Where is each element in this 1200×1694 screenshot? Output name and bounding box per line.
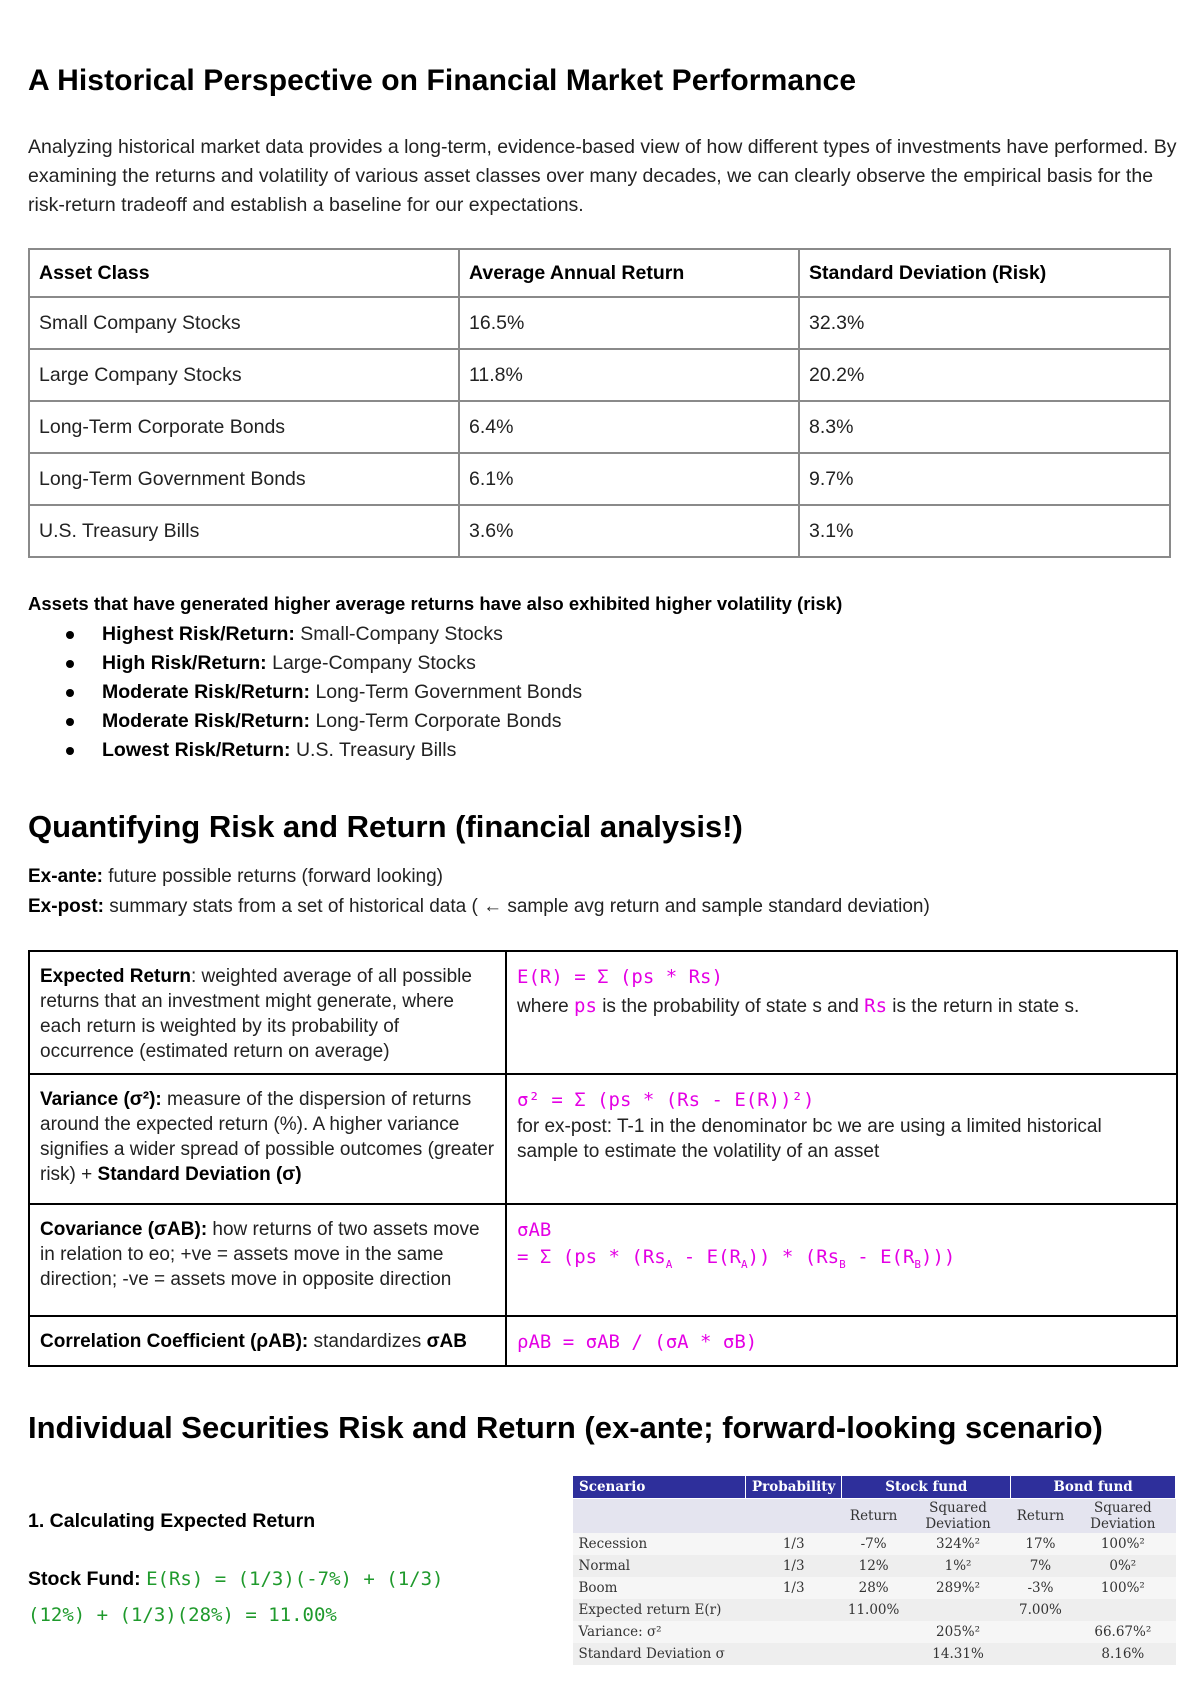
column-header: Scenario xyxy=(573,1476,746,1499)
ex-post-text: summary stats from a set of historical data ( ← sample avg return and sample standard deviation) xyxy=(104,896,930,917)
ex-ante-ex-post-definitions xyxy=(28,862,930,922)
table-row xyxy=(29,297,1170,349)
table-cell: 14.31% xyxy=(905,1643,1010,1665)
ps-symbol: ps xyxy=(574,995,597,1017)
table-cell: 32.3% xyxy=(799,297,1170,349)
correlation-definition xyxy=(29,1316,506,1366)
table-cell: Standard Deviation σ xyxy=(573,1643,842,1665)
list-item-label: Moderate Risk/Return: xyxy=(102,681,311,703)
table-cell: 66.67%² xyxy=(1070,1621,1175,1643)
rs-symbol: Rs xyxy=(864,995,888,1017)
list-item-label: High Risk/Return: xyxy=(102,652,267,674)
formula-part: )) * (Rs xyxy=(747,1246,840,1268)
table-cell: 28% xyxy=(842,1577,905,1599)
scenario-table xyxy=(572,1475,1176,1665)
list-item-label: Lowest Risk/Return: xyxy=(102,739,291,761)
table-cell xyxy=(746,1499,842,1534)
page-title: A Historical Perspective on Financial Market Performance xyxy=(28,64,857,97)
formula-explanation xyxy=(517,991,1166,1022)
table-cell: 205%² xyxy=(905,1621,1010,1643)
table-cell: 7% xyxy=(1011,1555,1070,1577)
list-item xyxy=(66,736,582,765)
term-description: : weighted average of all possible returns that an investment might generate, where each return is weighted by its probability of occurrence (estimated return on average) xyxy=(40,966,472,1062)
term-label: Variance (σ²): xyxy=(40,1089,162,1110)
column-header: Bond fund xyxy=(1011,1476,1176,1499)
table-cell: Long-Term Corporate Bonds xyxy=(29,401,459,453)
subscript: A xyxy=(740,1257,748,1271)
table-cell: 12% xyxy=(842,1555,905,1577)
table-cell xyxy=(842,1643,905,1665)
table-cell: Small Company Stocks xyxy=(29,297,459,349)
table-cell: Expected return E(r) xyxy=(573,1599,842,1621)
variance-definition xyxy=(29,1074,506,1204)
ex-post-line xyxy=(28,892,930,922)
table-cell: 3.1% xyxy=(799,505,1170,557)
intro-paragraph: Analyzing historical market data provides a long-term, evidence-based view of how different types of investments have performed. By examining the returns and volatility of various asset classes over many decades, we can clearly observe the empirical basis for the risk-return tradeoff and establish a baseline for our expectations. xyxy=(28,136,1177,216)
explanation-text: where xyxy=(517,996,575,1017)
term-label: Correlation Coefficient (ρAB): xyxy=(40,1331,309,1352)
table-row xyxy=(29,1204,1177,1316)
table-row xyxy=(573,1599,1176,1621)
list-item xyxy=(66,707,582,736)
list-item-text: Large-Company Stocks xyxy=(266,652,476,674)
ex-post-label: Ex-post: xyxy=(28,896,104,917)
table-cell: 289%² xyxy=(905,1577,1010,1599)
subscript: B xyxy=(839,1257,846,1271)
list-item-text: U.S. Treasury Bills xyxy=(290,739,457,761)
table-cell xyxy=(573,1499,746,1534)
covariance-formula-cell xyxy=(506,1204,1177,1316)
column-subheader: Return xyxy=(1011,1499,1070,1534)
table-cell: Large Company Stocks xyxy=(29,349,459,401)
expected-return-formula-cell xyxy=(506,951,1177,1074)
table-cell: 9.7% xyxy=(799,453,1170,505)
covariance-formula xyxy=(517,1244,1166,1278)
table-cell xyxy=(905,1599,1010,1621)
table-row xyxy=(573,1643,1176,1665)
stock-fund-calculation xyxy=(28,1561,488,1633)
variance-formula-cell xyxy=(506,1074,1177,1204)
explanation-text: is the probability of state s and xyxy=(596,996,865,1017)
table-row xyxy=(29,453,1170,505)
table-cell: 3.6% xyxy=(459,505,799,557)
term-label: Covariance (σAB): xyxy=(40,1219,208,1240)
table-row xyxy=(29,505,1170,557)
table-cell: 16.5% xyxy=(459,297,799,349)
table-header-row xyxy=(573,1476,1176,1499)
table-cell: 17% xyxy=(1011,1533,1070,1555)
table-cell: Long-Term Government Bonds xyxy=(29,453,459,505)
column-subheader: Return xyxy=(842,1499,905,1534)
list-item xyxy=(66,678,582,707)
ex-ante-text: future possible returns (forward looking) xyxy=(102,866,444,887)
table-cell: Boom xyxy=(573,1577,746,1599)
column-subheader: Squared Deviation xyxy=(905,1499,1010,1534)
term-description: how returns of two assets move in relation to eo; +ve = assets move in the same direction; -ve = assets move in opposite direction xyxy=(40,1219,480,1290)
table-cell: 11.8% xyxy=(459,349,799,401)
table-row xyxy=(29,401,1170,453)
table-row xyxy=(573,1577,1176,1599)
formula-part: - E(R xyxy=(672,1246,741,1268)
section-heading-individual-securities: Individual Securities Risk and Return (ex-ante; forward-looking scenario) xyxy=(28,1410,1103,1445)
table-cell: 11.00% xyxy=(842,1599,905,1621)
table-cell xyxy=(842,1621,905,1643)
column-header: Standard Deviation (Risk) xyxy=(799,249,1170,297)
list-item-text: Small-Company Stocks xyxy=(294,623,503,645)
subscript: B xyxy=(914,1257,922,1271)
formula-table xyxy=(28,950,1178,1367)
ex-ante-line xyxy=(28,862,930,892)
subsection-heading: 1. Calculating Expected Return xyxy=(28,1510,316,1532)
formula-part: ))) xyxy=(921,1246,956,1268)
term-emphasis: σAB xyxy=(426,1331,468,1352)
term-description: measure of the dispersion of returns around the expected return (%). A higher variance signifies a wider spread of possible outcomes (greater risk) + xyxy=(40,1089,495,1185)
formula-part: - E(R xyxy=(845,1246,915,1268)
table-cell: 8.3% xyxy=(799,401,1170,453)
stock-fund-label: Stock Fund: xyxy=(28,1568,147,1590)
covariance-symbol: σAB xyxy=(517,1219,552,1241)
variance-note: for ex-post: T-1 in the denominator bc we are using a limited historical sample to estimate the volatility of an asset xyxy=(517,1116,1102,1162)
column-header: Stock fund xyxy=(842,1476,1011,1499)
bullet-icon xyxy=(66,631,74,639)
table-cell: 6.4% xyxy=(459,401,799,453)
historical-returns-table xyxy=(28,248,1171,558)
table-cell: Variance: σ² xyxy=(573,1621,842,1643)
table-cell: 1/3 xyxy=(746,1577,842,1599)
bullet-icon xyxy=(66,689,74,697)
correlation-formula: ρAB = σAB / (σA * σB) xyxy=(517,1331,758,1353)
bullet-icon xyxy=(66,718,74,726)
column-subheader: Squared Deviation xyxy=(1070,1499,1175,1534)
list-item xyxy=(66,620,582,649)
table-row xyxy=(573,1621,1176,1643)
table-cell: 1/3 xyxy=(746,1555,842,1577)
section-heading-quantifying: Quantifying Risk and Return (financial analysis!) xyxy=(28,809,743,844)
table-subheader-row xyxy=(573,1499,1176,1534)
table-cell: 324%² xyxy=(905,1533,1010,1555)
variance-formula: σ² = Σ (ps * (Rs - E(R))²) xyxy=(517,1089,815,1111)
table-cell: Normal xyxy=(573,1555,746,1577)
table-cell: U.S. Treasury Bills xyxy=(29,505,459,557)
table-row xyxy=(29,1316,1177,1366)
covariance-definition xyxy=(29,1204,506,1316)
expected-return-definition xyxy=(29,951,506,1074)
correlation-formula-cell xyxy=(506,1316,1177,1366)
subscript: A xyxy=(665,1257,673,1271)
explanation-text: is the return in state s. xyxy=(887,996,1080,1017)
table-cell: 8.16% xyxy=(1070,1643,1175,1665)
expected-return-formula: E(R) = Σ (ps * Rs) xyxy=(517,966,723,988)
bullet-icon xyxy=(66,660,74,668)
formula-part: = Σ (ps * (Rs xyxy=(517,1246,666,1268)
term-label: Standard Deviation (σ) xyxy=(97,1164,302,1185)
bullet-icon xyxy=(66,747,74,755)
list-item-label: Moderate Risk/Return: xyxy=(102,710,311,732)
term-label: Expected Return xyxy=(40,966,191,987)
term-description: standardizes xyxy=(308,1331,427,1352)
stock-fund-formula: E(Rs) = (1/3)(-7%) + (1/3)(12%) + (1/3)(28%) = 11.00% xyxy=(28,1568,444,1626)
column-header: Asset Class xyxy=(29,249,459,297)
table-cell xyxy=(1011,1643,1070,1665)
table-cell: 1%² xyxy=(905,1555,1010,1577)
table-cell: 20.2% xyxy=(799,349,1170,401)
table-cell: 6.1% xyxy=(459,453,799,505)
table-row xyxy=(29,349,1170,401)
list-item-text: Long-Term Corporate Bonds xyxy=(310,710,562,732)
table-row xyxy=(573,1555,1176,1577)
table-cell: 100%² xyxy=(1070,1577,1175,1599)
table-cell: -3% xyxy=(1011,1577,1070,1599)
table-row xyxy=(573,1533,1176,1555)
table-row xyxy=(29,951,1177,1074)
table-cell xyxy=(1011,1621,1070,1643)
summary-heading: Assets that have generated higher average returns have also exhibited higher volatility (risk) xyxy=(28,593,843,614)
table-cell: 7.00% xyxy=(1011,1599,1070,1621)
table-cell: 1/3 xyxy=(746,1533,842,1555)
table-row xyxy=(29,1074,1177,1204)
ex-ante-label: Ex-ante: xyxy=(28,866,103,887)
table-cell xyxy=(1070,1599,1175,1621)
table-cell: 100%² xyxy=(1070,1533,1175,1555)
table-cell: -7% xyxy=(842,1533,905,1555)
list-item xyxy=(66,649,582,678)
list-item-label: Highest Risk/Return: xyxy=(102,623,295,645)
list-item-text: Long-Term Government Bonds xyxy=(310,681,583,703)
table-cell: 0%² xyxy=(1070,1555,1175,1577)
table-header-row xyxy=(29,249,1170,297)
table-cell: Recession xyxy=(573,1533,746,1555)
column-header: Average Annual Return xyxy=(459,249,799,297)
column-header: Probability xyxy=(746,1476,842,1499)
risk-return-list xyxy=(66,620,582,765)
